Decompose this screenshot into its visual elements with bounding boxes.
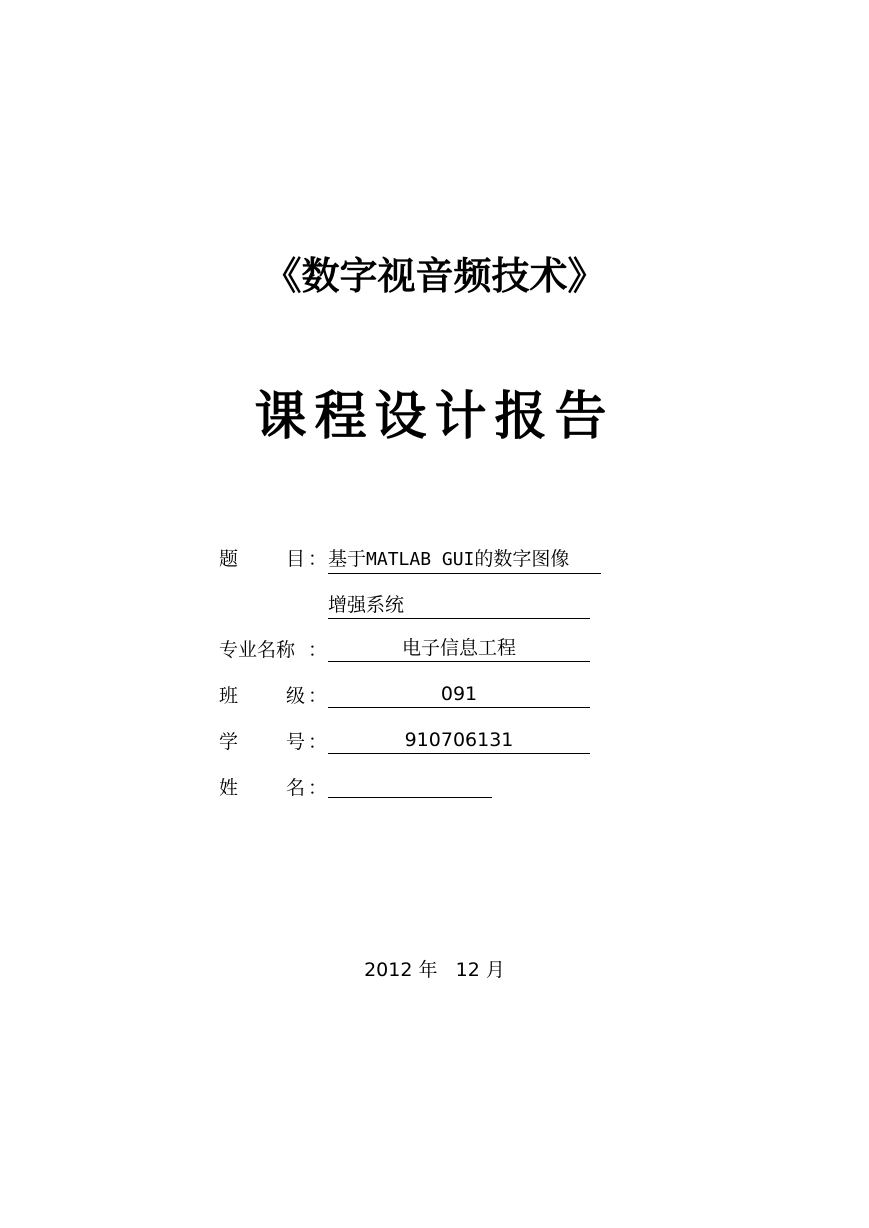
date-month: 12 [455, 959, 480, 981]
topic-label-char1: 题 [219, 548, 239, 570]
name-label-char2: 名 [286, 777, 306, 799]
date-month-unit: 月 [485, 959, 505, 981]
course-title: 《数字视音频技术》 [263, 254, 606, 298]
class-label-char1: 班 [219, 685, 239, 707]
major-label: 专业名称 [219, 639, 296, 661]
student-id-label-char1: 学 [219, 731, 239, 753]
topic-value-suffix: 的数字图像 [474, 548, 570, 570]
name-value [328, 771, 492, 798]
date-year: 2012 [364, 959, 413, 981]
class-label-char2: 级 [286, 685, 306, 707]
topic-value-latin: MATLAB GUI [366, 549, 475, 570]
topic-value-line2: 增强系统 [328, 592, 590, 619]
student-id-colon: ： [308, 731, 328, 753]
topic-value-line1 [328, 546, 601, 574]
class-value: 091 [328, 681, 590, 708]
major-value: 电子信息工程 [328, 635, 590, 662]
major-colon: ： [308, 639, 328, 661]
student-id-value: 910706131 [328, 727, 590, 754]
date-year-unit: 年 [418, 959, 438, 981]
topic-colon: ： [308, 548, 328, 570]
class-colon: ： [308, 685, 328, 707]
topic-value-prefix: 基于 [328, 548, 367, 570]
name-label-char1: 姓 [219, 777, 239, 799]
student-id-label-char2: 号 [286, 731, 306, 753]
topic-label-char2: 目 [286, 548, 306, 570]
name-colon: ： [308, 777, 328, 799]
report-date [0, 957, 869, 983]
report-title: 课程设计报告 [254, 386, 615, 447]
